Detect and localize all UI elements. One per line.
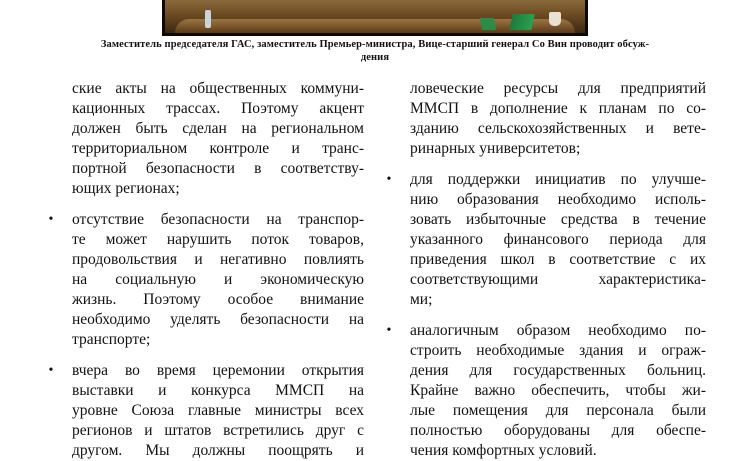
text-line: должен быть сделан на региональном — [72, 120, 364, 137]
bullet-item — [386, 321, 706, 461]
table-flag — [480, 18, 496, 30]
text-line: нию образования необходимо исполь- — [410, 191, 706, 208]
text-line: ющих регионах; — [72, 180, 180, 197]
text-line: зданию сельскохозяйственных и вете- — [410, 120, 706, 137]
continuation-paragraph — [72, 79, 364, 199]
text-line: территориальном контроле и транс- — [72, 140, 364, 157]
text-line: дения для государственных больниц. — [410, 362, 706, 379]
text-line: другом. Мы должны поощрять и — [72, 442, 364, 459]
text-line: кационных трассах. Поэтому акцент — [72, 100, 364, 117]
text-line: необходимо уделять безопасности на — [72, 311, 364, 328]
text-line: жизнь. Поэтому особое внимание — [72, 291, 364, 308]
photo-caption — [40, 38, 710, 64]
continuation-paragraph — [410, 79, 706, 159]
text-line: чения комфортных условий. — [410, 442, 597, 459]
text-line: ские акты на общественных коммуни- — [72, 80, 364, 97]
news-photo — [162, 0, 588, 36]
bullet-icon: • — [48, 212, 54, 227]
text-line: ми; — [410, 291, 433, 308]
text-line: зовать избыточные средства в течение — [410, 211, 706, 228]
bullet-icon: • — [386, 323, 392, 338]
text-line: полностью оборудованы для обеспе- — [410, 422, 706, 439]
text-line: ММСП в дополнение к планам по со- — [410, 100, 706, 117]
text-line: приведения школ в соответствие с их — [410, 251, 706, 268]
water-bottle — [205, 10, 211, 28]
text-line: портной безопасности в соответству- — [72, 160, 364, 177]
left-column — [48, 79, 364, 461]
caption-line: Заместитель председателя ГАС, заместитель Премьер-министра, Вице-старший генерал Со Вин проводит обсуж- — [100, 39, 650, 50]
text-line: отсутствие безопасности на транспор- — [72, 211, 364, 228]
bullet-item — [48, 361, 364, 461]
caption-line: дения — [360, 52, 390, 63]
text-line: те может нарушить поток товаров, — [72, 231, 364, 248]
text-line: аналогичным образом необходимо по- — [410, 322, 706, 339]
text-line: регионов и штатов встретились друг с — [72, 422, 364, 439]
text-line: уровне Союза главные министры всех — [72, 402, 364, 419]
bullet-item — [48, 210, 364, 350]
text-line: на социальную и экономическую — [72, 271, 364, 288]
text-line: ловеческие ресурсы для предприятий — [410, 80, 706, 97]
text-line: вчера во время церемонии открытия — [72, 362, 364, 379]
text-line: лые помещения для персонала были — [410, 402, 706, 419]
text-line: ринарных университетов; — [410, 140, 581, 157]
table-flag — [509, 14, 534, 30]
tea-cup — [549, 12, 561, 26]
bullet-icon: • — [386, 172, 392, 187]
right-column — [386, 79, 706, 461]
meeting-room-image — [165, 0, 585, 33]
text-line: соответствующими характеристика- — [410, 271, 706, 288]
text-line: указанного финансового периода для — [410, 231, 706, 248]
text-line: транспорте; — [72, 331, 151, 348]
text-line: Крайне важно обеспечить, чтобы жи- — [410, 382, 706, 399]
text-line: выставки и конкурса ММСП на — [72, 382, 364, 399]
bullet-icon: • — [48, 363, 54, 378]
text-line: для поддержки инициатив по улучше- — [410, 171, 706, 188]
bullet-item — [386, 170, 706, 310]
text-line: строить необходимые здания и ограж- — [410, 342, 706, 359]
text-line: продовольствия и негативно повлиять — [72, 251, 364, 268]
